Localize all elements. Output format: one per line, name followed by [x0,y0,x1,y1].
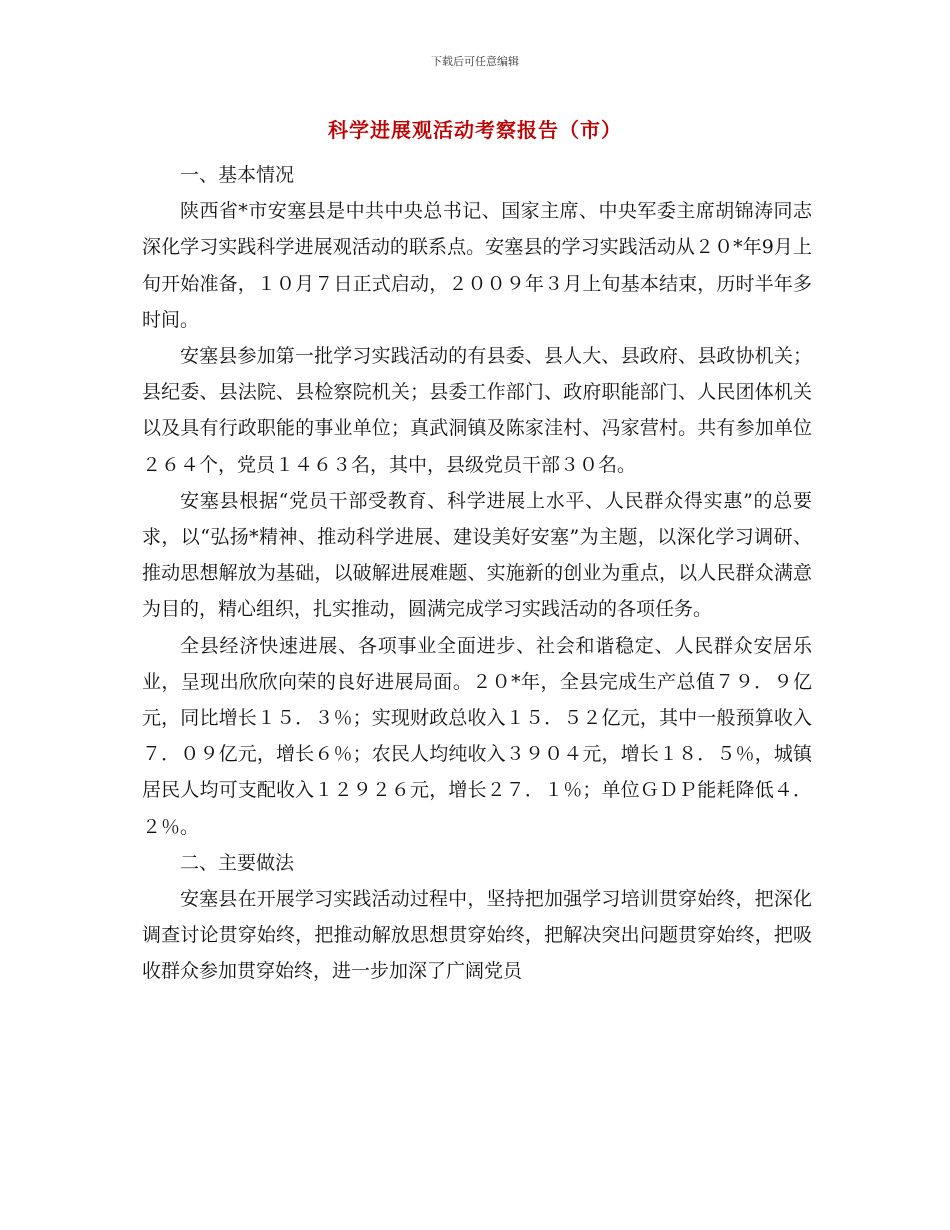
paragraph-5: 安塞县在开展学习实践活动过程中，坚持把加强学习培训贯穿始终，把深化调查讨论贯穿始终，把推动解放思想贯穿始终，把解决突出问题贯穿始终，把吸收群众参加贯穿始终，进一步加深了广阔党员 [142,888,812,983]
document-body [142,157,812,990]
section-heading-main-practices: 二、主要做法 [180,851,295,874]
paragraph-2: 安塞县参加第一批学习实践活动的有县委、县人大、县政府、县政协机关；县纪委、县法院、县检察院机关；县委工作部门、政府职能部门、人民团体机关以及具有行政职能的事业单位；真武洞镇及陈家洼村、冯家营村。共有参加单位２６４个，党员１４６３名，其中，县级党员干部３０名。 [142,345,812,476]
paragraph-1: 陕西省*市安塞县是中共中央总书记、国家主席、中央军委主席胡锦涛同志深化学习实践科学进展观活动的联系点。安塞县的学习实践活动从２０*年9月上旬开始准备，１０月７日正式启动，２００９年３月上旬基本结束，历时半年多时间。 [142,200,812,331]
document-title: 科学进展观活动考察报告（市） [328,118,622,142]
page-header-note: 下载后可任意编辑 [431,55,519,68]
paragraph-3: 安塞县根据“党员干部受教育、科学进展上水平、人民群众得实惠”的总要求，以“弘扬*精神、推动科学进展、建设美好安塞”为主题，以深化学习调研、推动思想解放为基础，以破解进展难题、实施新的创业为重点，以人民群众满意为目的，精心组织，扎实推动，圆满完成学习实践活动的各项任务。 [142,489,812,621]
paragraph-4: 全县经济快速进展、各项事业全面进步、社会和谐稳定、人民群众安居乐业，呈现出欣欣向荣的良好进展局面。２０*年，全县完成生产总值７９．９亿元，同比增长１５．３％；实现财政总收入１５．５２亿元，其中一般预算收入７．０９亿元，增长６％；农民人均纯收入３９０４元，增长１８．５％，城镇居民人均可支配收入１２９２６元，增长２７．１％；单位ＧＤＰ能耗降低４．２％。 [142,634,812,838]
section-heading-basic-situation: 一、基本情况 [180,164,295,186]
